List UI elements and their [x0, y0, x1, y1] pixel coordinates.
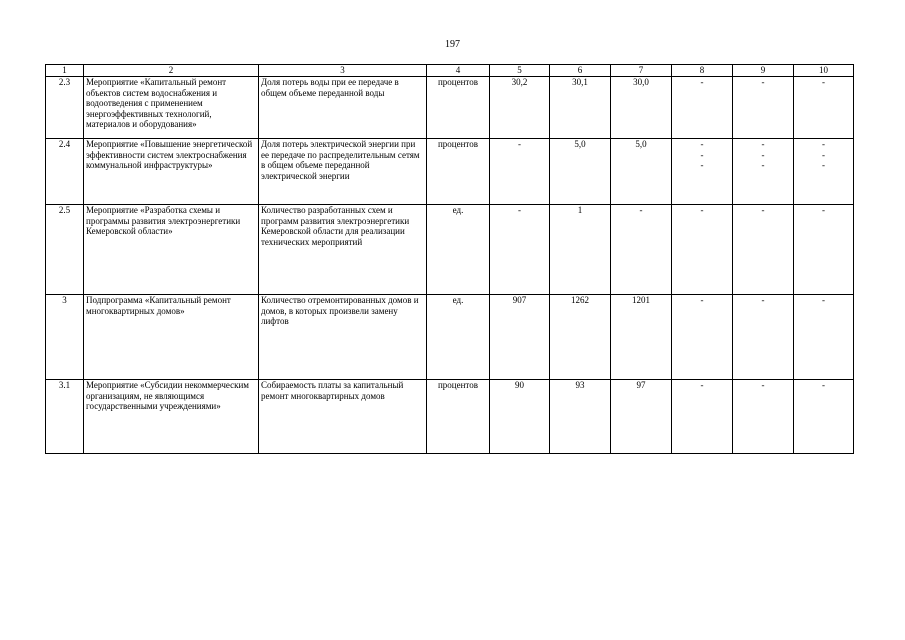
- value-cell-8: -: [672, 295, 733, 380]
- unit-cell: процентов: [427, 139, 490, 205]
- column-header: 4: [427, 65, 490, 77]
- value-cell-7: 30,0: [611, 77, 672, 139]
- dash-line: -: [822, 160, 825, 170]
- column-header: 9: [733, 65, 794, 77]
- column-header: 2: [84, 65, 259, 77]
- value-cell-5: 90: [490, 380, 550, 454]
- value-cell-8: -: [672, 205, 733, 295]
- activity-name: Подпрограмма «Капитальный ремонт многоквартирных домов»: [84, 295, 259, 380]
- row-number: 2.5: [46, 205, 84, 295]
- dash-line: -: [761, 139, 765, 149]
- indicator-name: Собираемость платы за капитальный ремонт многоквартирных домов: [259, 380, 427, 454]
- value-cell-10: -: [794, 295, 854, 380]
- dash-line: -: [700, 160, 704, 170]
- row-number: 2.3: [46, 77, 84, 139]
- value-cell-5: -: [490, 139, 550, 205]
- activity-name: Мероприятие «Капитальный ремонт объектов систем водоснабжения и водоотведения с применением энергоэффективных технологий, материалов и оборудования»: [84, 77, 259, 139]
- column-header: 3: [259, 65, 427, 77]
- unit-cell: ед.: [427, 205, 490, 295]
- value-cell-5: -: [490, 205, 550, 295]
- value-cell-6: 93: [550, 380, 611, 454]
- activity-name: Мероприятие «Повышение энергетической эффективности систем электроснабжения коммунальной инфраструктуры»: [84, 139, 259, 205]
- column-header: 7: [611, 65, 672, 77]
- activity-name: Мероприятие «Субсидии некоммерческим организациям, не являющимся государственными учреждениями»: [84, 380, 259, 454]
- value-cell-8: [672, 139, 733, 205]
- dash-line: -: [822, 149, 825, 160]
- value-cell-10: -: [794, 380, 854, 454]
- unit-cell: процентов: [427, 77, 490, 139]
- program-indicators-table: [45, 64, 854, 454]
- column-header: 6: [550, 65, 611, 77]
- value-cell-9: -: [733, 205, 794, 295]
- column-header: 10: [794, 65, 854, 77]
- table-row: [46, 205, 854, 295]
- unit-cell: ед.: [427, 295, 490, 380]
- value-cell-5: 907: [490, 295, 550, 380]
- dash-line: -: [700, 139, 704, 149]
- value-cell-9: [733, 139, 794, 205]
- value-cell-6: 30,1: [550, 77, 611, 139]
- value-cell-7: 97: [611, 380, 672, 454]
- value-cell-6: 1: [550, 205, 611, 295]
- table-row: [46, 139, 854, 205]
- dash-line: -: [761, 149, 765, 160]
- row-number: 2.4: [46, 139, 84, 205]
- unit-cell: процентов: [427, 380, 490, 454]
- dash-line: -: [822, 139, 825, 149]
- dash-line: -: [700, 149, 704, 160]
- indicator-name: Количество отремонтированных домов и домов, в которых произвели замену лифтов: [259, 295, 427, 380]
- value-cell-8: -: [672, 77, 733, 139]
- value-cell-6: 1262: [550, 295, 611, 380]
- table-row: [46, 380, 854, 454]
- value-cell-9: -: [733, 380, 794, 454]
- value-cell-9: -: [733, 77, 794, 139]
- value-cell-10: -: [794, 205, 854, 295]
- value-cell-5: 30,2: [490, 77, 550, 139]
- value-cell-9: -: [733, 295, 794, 380]
- value-cell-10: -: [794, 77, 854, 139]
- row-number: 3: [46, 295, 84, 380]
- column-header: 5: [490, 65, 550, 77]
- activity-name: Мероприятие «Разработка схемы и программы развития электроэнергетики Кемеровской области»: [84, 205, 259, 295]
- dash-line: -: [761, 160, 765, 170]
- page-number: 197: [445, 39, 460, 50]
- value-cell-6: 5,0: [550, 139, 611, 205]
- value-cell-7: -: [611, 205, 672, 295]
- value-cell-7: 5,0: [611, 139, 672, 205]
- value-cell-7: 1201: [611, 295, 672, 380]
- indicator-name: Количество разработанных схем и программ развития электроэнергетики Кемеровской области для реализации технических мероприятий: [259, 205, 427, 295]
- value-cell-10: [794, 139, 854, 205]
- value-cell-8: -: [672, 380, 733, 454]
- column-header: 1: [46, 65, 84, 77]
- table-row: [46, 295, 854, 380]
- indicator-name: Доля потерь электрической энергии при ее передаче по распределительным сетям в общем объеме переданной электрической энергии: [259, 139, 427, 205]
- row-number: 3.1: [46, 380, 84, 454]
- header-row: [46, 65, 854, 77]
- indicator-name: Доля потерь воды при ее передаче в общем объеме переданной воды: [259, 77, 427, 139]
- table-row: [46, 77, 854, 139]
- column-header: 8: [672, 65, 733, 77]
